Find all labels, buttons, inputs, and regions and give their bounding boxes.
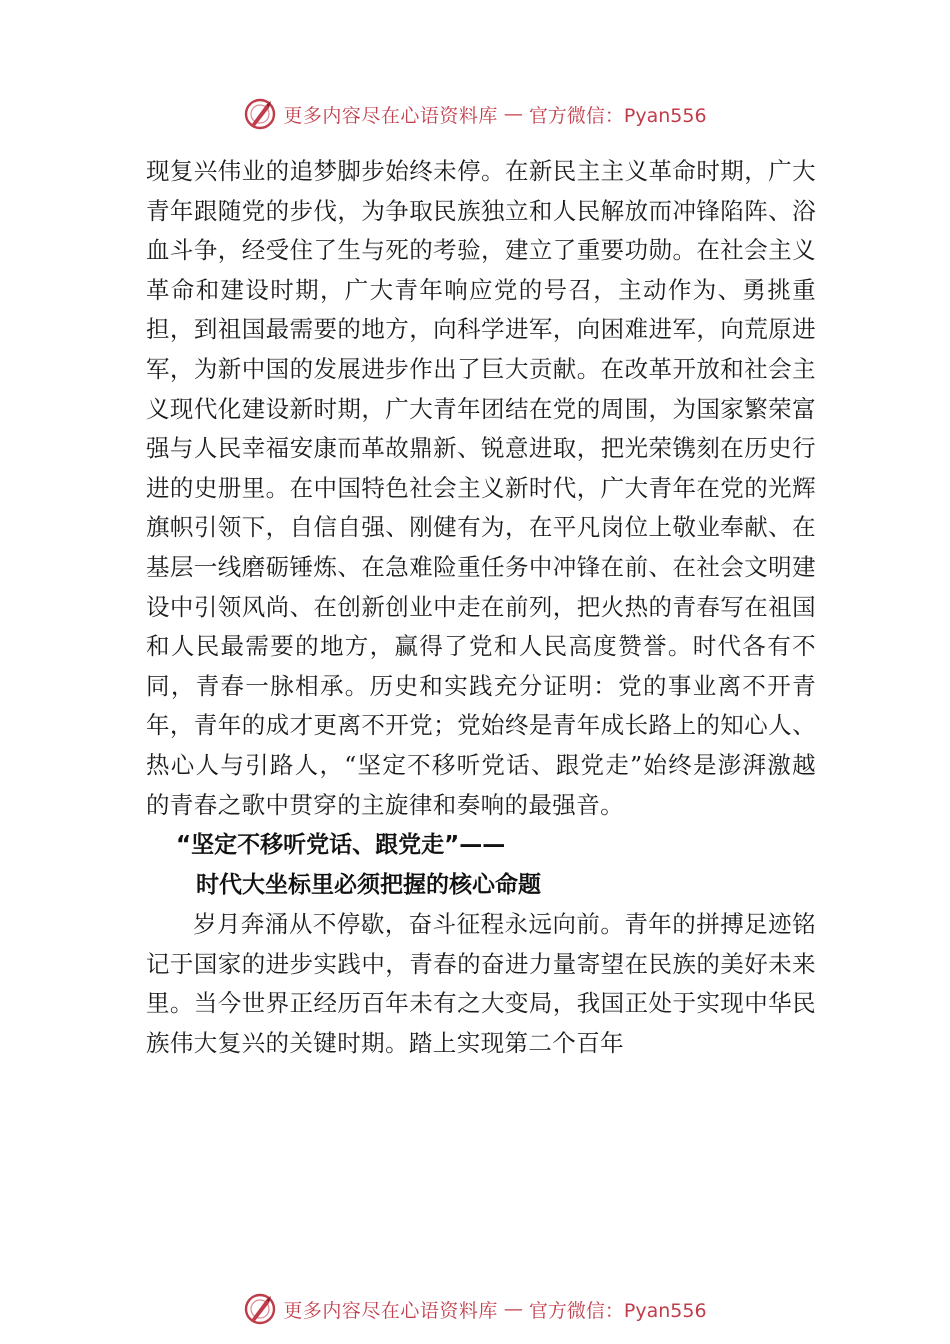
paragraph-2: 岁月奔涌从不停歇，奋斗征程永远向前。青年的拼搏足迹铭记于国家的进步实践中，青春的奋进力量寄望在民族的美好未来里。当今世界正经历百年未有之大变局，我国正处于实现中华民族伟大复兴的关键时期。踏上实现第二个百年 xyxy=(146,910,816,1057)
footer-dash: — xyxy=(503,1298,523,1320)
header-banner xyxy=(0,94,950,134)
header-site-text: 更多内容尽在心语资料库 xyxy=(283,104,498,127)
paragraph-1: 现复兴伟业的追梦脚步始终未停。在新民主主义革命时期，广大青年跟随党的步伐，为争取民族独立和人民解放而冲锋陷阵、浴血斗争，经受住了生与死的考验，建立了重要功勋。在社会主义革命和建设时期，广大青年响应党的号召，主动作为、勇挑重担，到祖国最需要的地方，向科学进军，向困难进军，向荒原进军，为新中国的发展进步作出了巨大贡献。在改革开放和社会主义现代化建设新时期，广大青年团结在党的周围，为国家繁荣富强与人民幸福安康而革故鼎新、锐意进取，把光荣镌刻在历史行进的史册里。在中国特色社会主义新时代，广大青年在党的光辉旗帜引领下，自信自强、刚健有为，在平凡岗位上敬业奉献、在基层一线磨砺锤炼、在急难险重任务中冲锋在前、在社会文明建设中引领风尚、在创新创业中走在前列，把火热的青春写在祖国和人民最需要的地方，赢得了党和人民高度赞誉。时代各有不同，青春一脉相承。历史和实践充分证明：党的事业离不开青年，青年的成才更离不开党；党始终是青年成长路上的知心人、热心人与引路人，“坚定不移听党话、跟党走”始终是澎湃激越的青春之歌中贯穿的主旋律和奏响的最强音。 xyxy=(146,157,816,819)
section-heading-line-2: 时代大坐标里必须把握的核心命题 xyxy=(196,872,541,899)
header-dash: — xyxy=(503,103,523,125)
footer-banner xyxy=(0,1289,950,1329)
footer-wechat-text: 官方微信：Pyan556 xyxy=(528,1299,707,1322)
header-wechat-text: 官方微信：Pyan556 xyxy=(528,104,707,127)
quill-seal-icon xyxy=(243,97,277,131)
document-body xyxy=(146,152,816,1063)
section-heading-line-1: “坚定不移听党话、跟党走”—— xyxy=(176,832,506,859)
quill-seal-icon xyxy=(243,1292,277,1326)
footer-site-text: 更多内容尽在心语资料库 xyxy=(283,1299,498,1322)
